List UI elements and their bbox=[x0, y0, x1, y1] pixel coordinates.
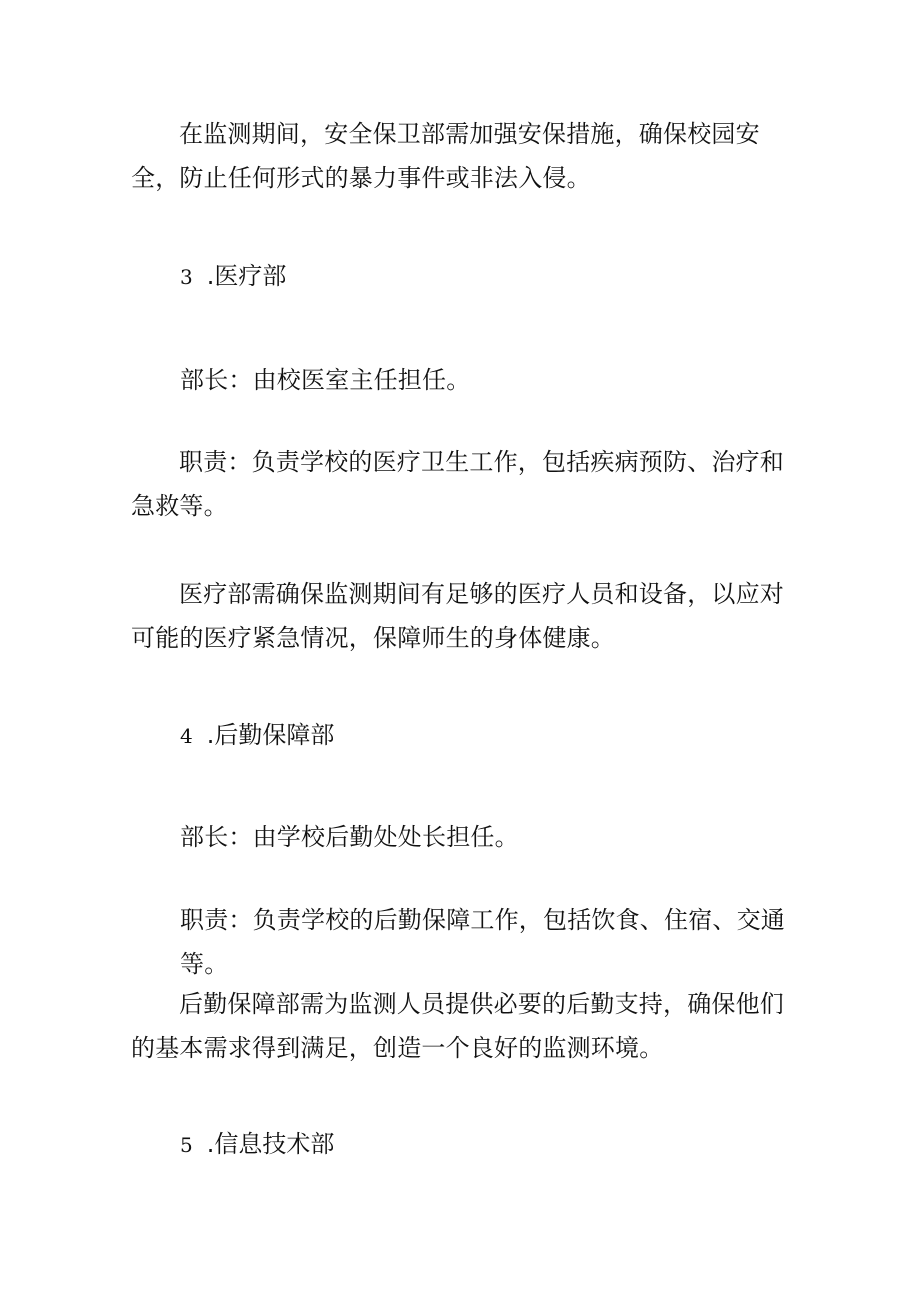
paragraph-medical-duties: 职责：负责学校的医疗卫生工作，包括疾病预防、治疗和急救等。 bbox=[131, 448, 784, 520]
section-number: 3 bbox=[180, 265, 193, 289]
section-heading-logistics bbox=[180, 713, 334, 758]
section-heading-it bbox=[180, 1122, 334, 1167]
section-title: .后勤保障部 bbox=[206, 721, 335, 749]
paragraph-logistics-head: 部长：由学校后勤处处长担任。 bbox=[180, 823, 519, 851]
paragraph-security-measures: 在监测期间，安全保卫部需加强安保措施，确保校园安全，防止任何形式的暴力事件或非法入侵。 bbox=[131, 120, 760, 192]
paragraph-medical-head: 部长：由校医室主任担任。 bbox=[180, 366, 471, 394]
section-heading-medical bbox=[180, 254, 286, 299]
paragraph-logistics-requirements: 后勤保障部需为监测人员提供必要的后勤支持，确保他们的基本需求得到满足，创造一个良好的监测环境。 bbox=[131, 990, 784, 1062]
paragraph-medical-requirements: 医疗部需确保监测期间有足够的医疗人员和设备，以应对可能的医疗紧急情况，保障师生的身体健康。 bbox=[131, 580, 784, 652]
section-number: 4 bbox=[180, 724, 193, 748]
section-title: .医疗部 bbox=[206, 262, 287, 290]
section-number: 5 bbox=[180, 1133, 193, 1157]
paragraph-logistics-duties: 职责：负责学校的后勤保障工作，包括饮食、住宿、交通等。 bbox=[180, 906, 785, 978]
section-title: .信息技术部 bbox=[206, 1130, 335, 1158]
